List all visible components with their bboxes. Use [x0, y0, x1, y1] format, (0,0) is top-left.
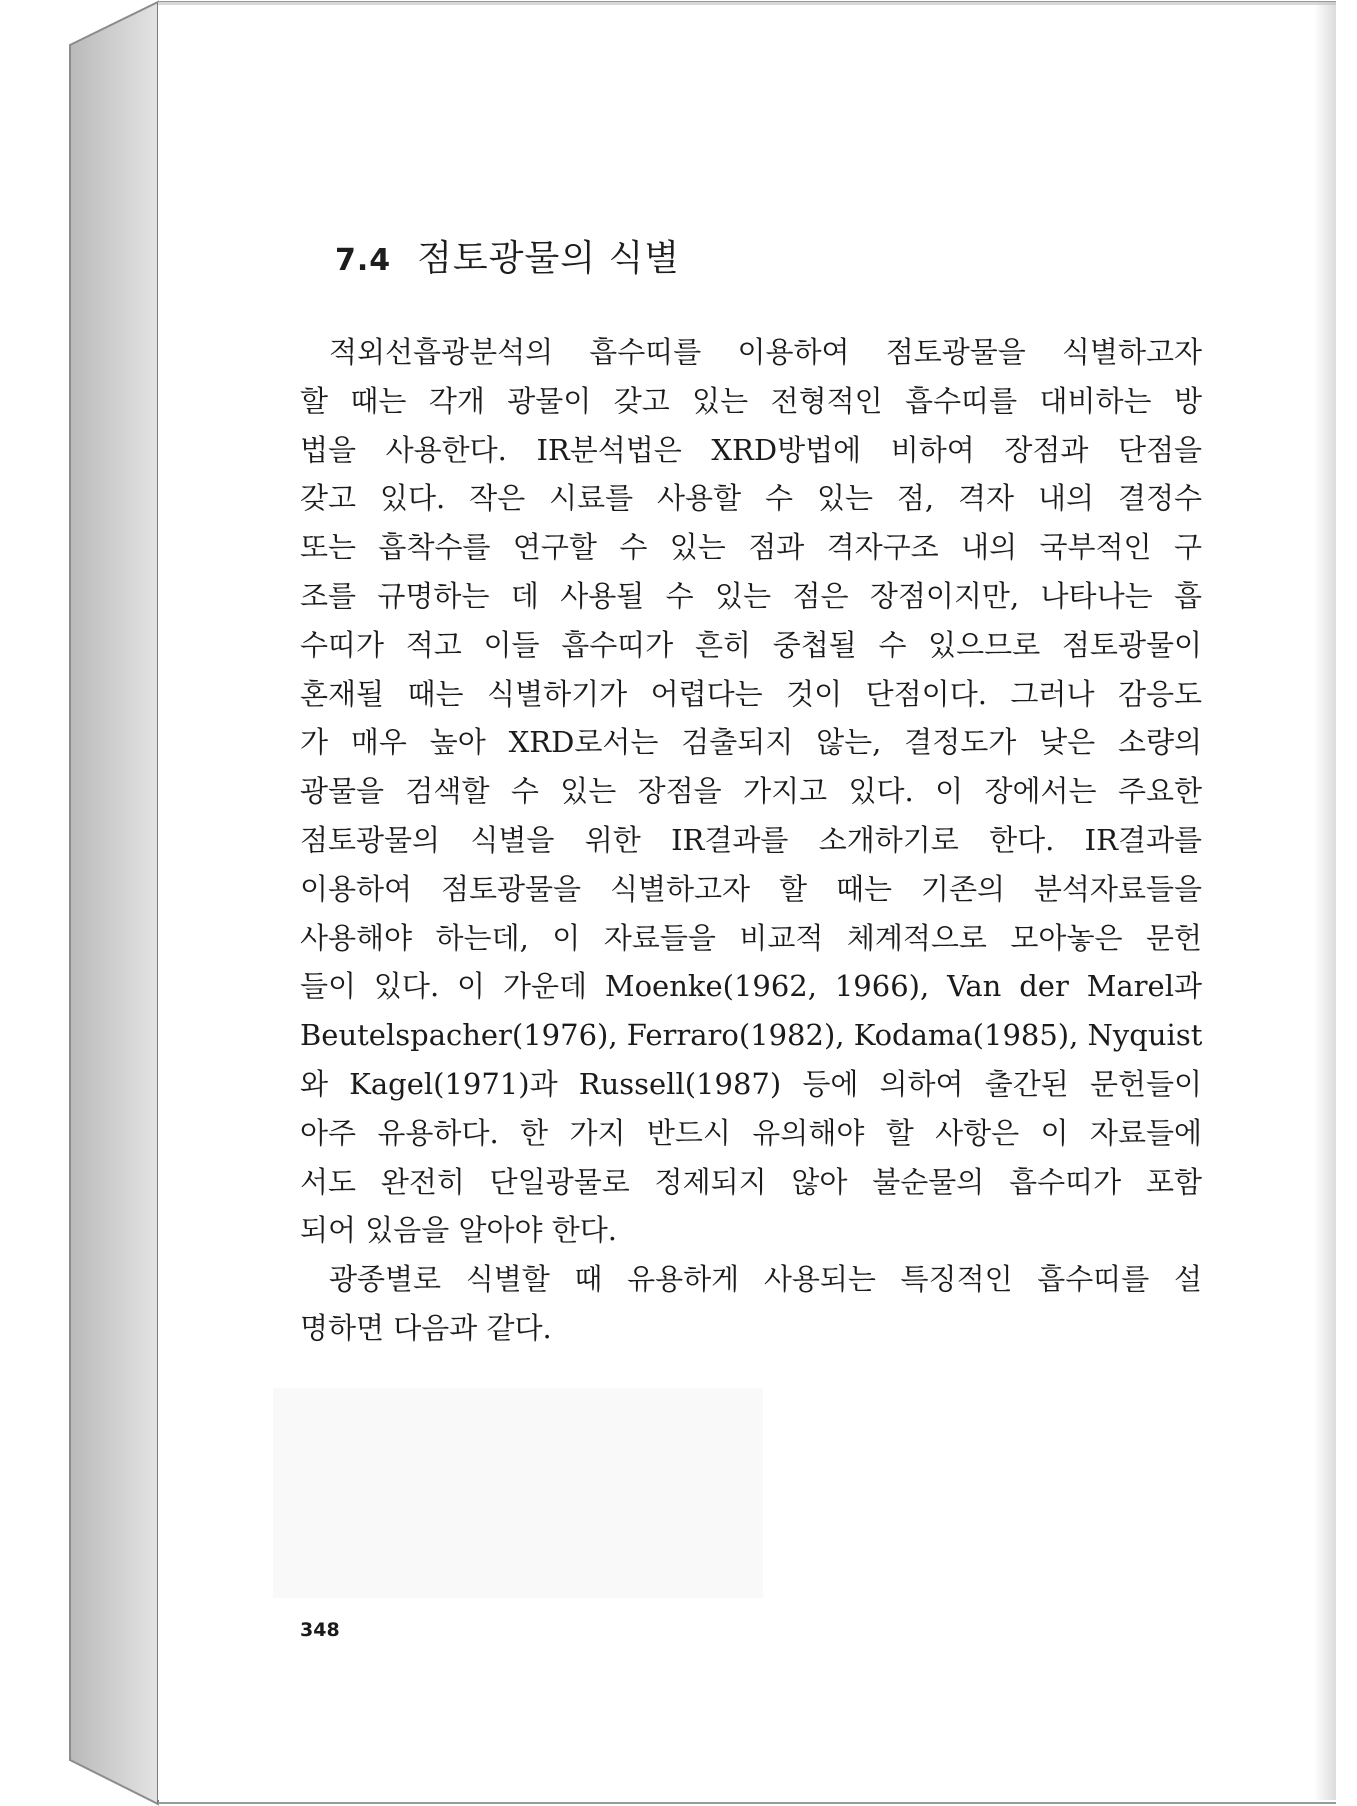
section-number: 7.4 [335, 243, 392, 278]
text-line: 되어 있음을 알아야 한다. [300, 1213, 618, 1248]
page-number: 348 [300, 1619, 340, 1641]
paragraph-2 [300, 1255, 1202, 1353]
text-line: 법을 사용한다. IR분석법은 XRD방법에 비하여 장점과 단점을 [300, 432, 1202, 467]
text-line: 할 때는 각개 광물이 갖고 있는 전형적인 흡수띠를 대비하는 방 [300, 383, 1202, 418]
scan-smudge [273, 1388, 763, 1598]
text-line: 서도 완전히 단일광물로 정제되지 않아 불순물의 흡수띠가 포함 [300, 1164, 1202, 1199]
book-page [158, 2, 1336, 1800]
page-right-shade [1314, 2, 1336, 1800]
text-line: 들이 있다. 이 가운데 Moenke(1962, 1966), Van der Marel과 [300, 969, 1202, 1004]
text-line: 갖고 있다. 작은 시료를 사용할 수 있는 점, 격자 내의 결정수 [300, 481, 1202, 516]
text-line: 적외선흡광분석의 흡수띠를 이용하여 점토광물을 식별하고자 [329, 335, 1202, 369]
text-line: 이용하여 점토광물을 식별하고자 할 때는 기존의 분석자료들을 [300, 871, 1202, 906]
text-line: 사용해야 하는데, 이 자료들을 비교적 체계적으로 모아놓은 문헌 [300, 920, 1202, 955]
paragraph-1 [300, 328, 1202, 1255]
body-text [300, 328, 1202, 1353]
section-title: 점토광물의 식별 [417, 238, 681, 279]
text-line: 와 Kagel(1971)과 Russell(1987) 등에 의하여 출간된 문헌들이 [300, 1066, 1202, 1101]
text-line: 가 매우 높아 XRD로서는 검출되지 않는, 결정도가 낮은 소량의 [300, 725, 1202, 760]
text-line: 명하면 다음과 같다. [300, 1310, 552, 1345]
text-line: 점토광물의 식별을 위한 IR결과를 소개하기로 한다. IR결과를 [300, 822, 1202, 857]
text-line: 또는 흡착수를 연구할 수 있는 점과 격자구조 내의 국부적인 구 [300, 530, 1202, 565]
text-line: 조를 규명하는 데 사용될 수 있는 점은 장점이지만, 나타나는 흡 [300, 578, 1202, 613]
page-top-edge [158, 2, 1336, 5]
section-heading [335, 230, 680, 281]
text-line: 혼재될 때는 식별하기가 어렵다는 것이 단점이다. 그러나 감응도 [300, 676, 1202, 711]
text-line: 광물을 검색할 수 있는 장점을 가지고 있다. 이 장에서는 주요한 [300, 774, 1202, 809]
text-line: 수띠가 적고 이들 흡수띠가 흔히 중첩될 수 있으므로 점토광물이 [300, 627, 1202, 662]
text-line: 광종별로 식별할 때 유용하게 사용되는 특징적인 흡수띠를 설 [329, 1262, 1202, 1297]
text-line: Beutelspacher(1976), Ferraro(1982), Kodama(1985), Nyquist [300, 1018, 1202, 1053]
text-line: 아주 유용하다. 한 가지 반드시 유의해야 할 사항은 이 자료들에 [300, 1115, 1202, 1150]
